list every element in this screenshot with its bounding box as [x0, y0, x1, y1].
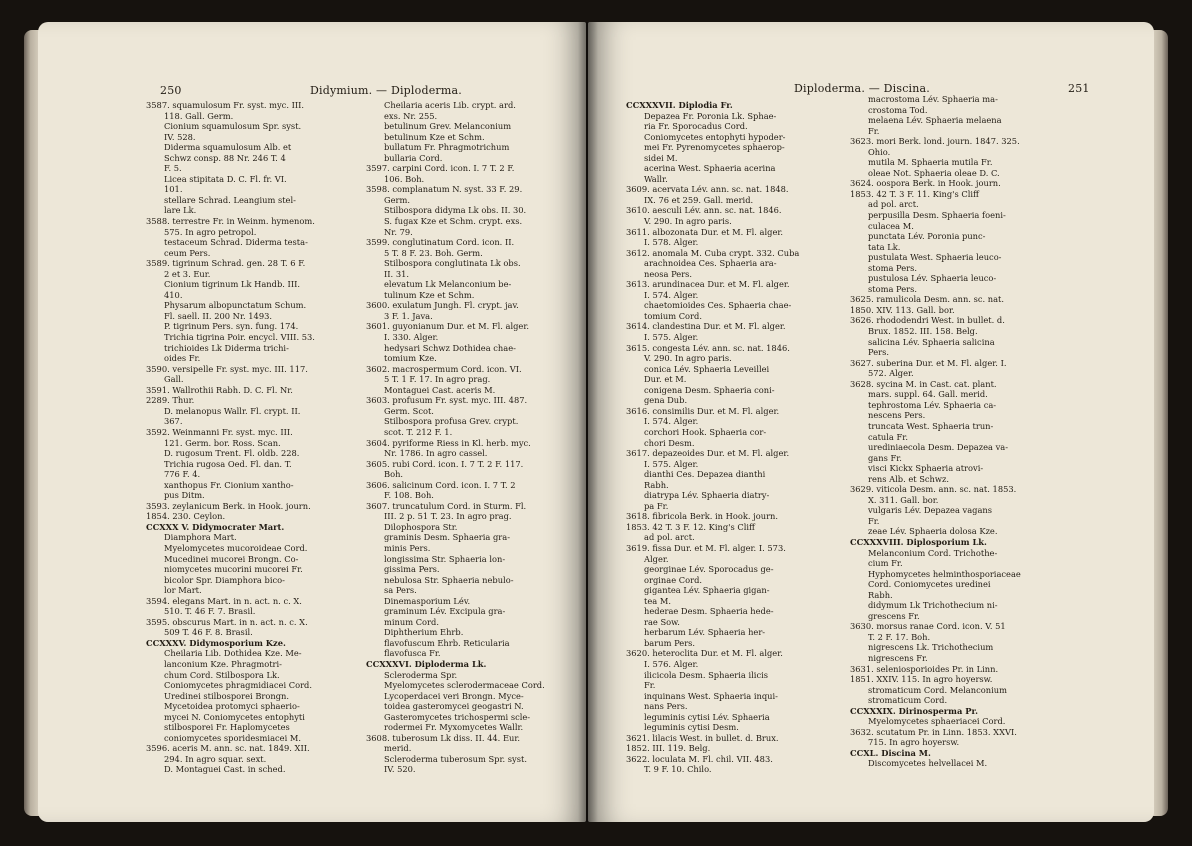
text-line: Scleroderma Spr. [384, 669, 458, 680]
text-line: Lycoperdacei veri Brongn. Myce- [384, 690, 524, 701]
text-line: 3625. ramulicola Desm. ann. sc. nat. [850, 294, 1005, 305]
text-line: gena Dub. [644, 395, 688, 406]
text-line: Coniomycetes phragmidiacei Cord. [164, 680, 313, 691]
text-line: 3631. seleniosporioides Pr. in Linn. [850, 663, 999, 674]
text-line: 1850. XIV. 113. Gall. bor. [850, 304, 955, 315]
text-line: pa Fr. [644, 500, 669, 511]
text-line: CCXXXVI. Diploderma Lk. [366, 658, 487, 669]
text-line: 3608. tuberosum Lk diss. II. 44. Eur. [366, 732, 521, 743]
left-page [38, 22, 586, 822]
text-line: 1854. 230. Ceylon. [146, 511, 226, 522]
text-line: catula Fr. [868, 431, 908, 442]
text-line: grescens Fr. [868, 610, 920, 621]
text-line: 3598. complanatum N. syst. 33 F. 29. [366, 184, 523, 195]
text-line: 3602. macrospermum Cord. icon. VI. [366, 363, 522, 374]
text-line: 3621. lilacis West. in bullet. d. Brux. [626, 732, 779, 743]
text-line: perpusilla Desm. Sphaeria foeni- [868, 210, 1006, 221]
text-line: Licea stipitata D. C. Fl. fr. VI. [164, 173, 287, 184]
text-line: 572. Alger. [868, 368, 914, 379]
text-line: Dur. et M. [644, 374, 687, 385]
text-line: Myelomycetes sclerodermaceae Cord. [384, 680, 545, 691]
text-line: 3612. anomala M. Cuba crypt. 332. Cuba [626, 247, 800, 258]
text-line: tea M. [644, 595, 671, 606]
text-line: F. 5. [164, 163, 182, 174]
text-line: mei Fr. Pyrenomycetes sphaerop- [644, 142, 785, 153]
text-line: 5 T. 8 F. 23. Boh. Germ. [384, 247, 483, 258]
text-line: mycei N. Coniomycetes entophyti [164, 711, 305, 722]
text-line: Cionium tigrinum Lk Handb. III. [164, 279, 301, 290]
text-line: Stilbospora profusa Grev. crypt. [384, 416, 519, 427]
text-line: tephrostoma Lév. Sphaeria ca- [868, 399, 997, 410]
text-line: ad pol. arct. [868, 199, 919, 210]
text-line: oleae Not. Sphaeria oleae D. C. [868, 167, 1000, 178]
text-line: tomium Kze. [384, 353, 437, 364]
text-line: 3592. Weinmanni Fr. syst. myc. III. [146, 426, 293, 437]
text-line: Wallr. [644, 173, 668, 184]
text-line: I. 575. Alger. [644, 458, 699, 469]
text-line: stilbosporei Fr. Haplomycetes [164, 722, 290, 733]
text-line: exs. Nr. 255. [384, 110, 438, 121]
text-line: 575. In agro petropol. [164, 226, 257, 237]
text-line: gigantea Lév. Sphaeria gigan- [644, 585, 770, 596]
text-line: 715. In agro hoyersw. [868, 737, 960, 748]
text-line: Coniomycetes entophyti hypoder- [644, 131, 786, 142]
text-line: 3 F. 1. Java. [384, 310, 433, 321]
text-line: zeae Lév. Sphaeria dolosa Kze. [868, 526, 998, 537]
text-line: arachnoidea Ces. Sphaeria ara- [644, 258, 777, 269]
text-line: Nr. 1786. In agro cassel. [384, 448, 488, 459]
text-line: georginae Lév. Sporocadus ge- [644, 564, 774, 575]
text-line: punctata Lév. Poronia punc- [868, 231, 986, 242]
text-line: Germ. [384, 194, 411, 205]
text-line: 3611. albozonata Dur. et M. Fl. alger. [626, 226, 784, 237]
text-line: oides Fr. [164, 353, 201, 364]
text-line: niomycetes mucorini mucorei Fr. [164, 564, 303, 575]
text-line: Boh. [384, 469, 404, 480]
text-line: Mucedinei mucorei Brongn. Co- [164, 553, 299, 564]
text-line: 294. In agro squar. sext. [164, 753, 267, 764]
text-line: Germ. Scot. [384, 405, 434, 416]
text-line: melaena Lév. Sphaeria melaena [868, 115, 1002, 126]
text-line: nigrescens Lk. Trichothecium [868, 642, 994, 653]
text-line: chum Cord. Stilbospora Lk. [164, 669, 280, 680]
text-line: 5 T. 1 F. 17. In agro prag. [384, 374, 491, 385]
text-line: Nr. 79. [384, 226, 413, 237]
text-line: 3627. suberina Dur. et M. Fl. alger. I. [850, 357, 1007, 368]
text-line: 3620. heteroclita Dur. et M. Fl. alger. [626, 648, 783, 659]
text-line: Stilbospora didyma Lk obs. II. 30. [384, 205, 527, 216]
right-running-head: Diploderma. — Discina. [794, 82, 931, 95]
text-line: sidei M. [644, 152, 678, 163]
text-line: Rabh. [644, 479, 669, 490]
text-line: Stilbospora conglutinata Lk obs. [384, 258, 521, 269]
text-line: elevatum Lk Melanconium be- [384, 279, 512, 290]
text-line: diatrypa Lév. Sphaeria diatry- [644, 490, 770, 501]
text-line: Hyphomycetes helminthosporiaceae [868, 568, 1021, 579]
text-line: mutila M. Sphaeria mutila Fr. [868, 157, 993, 168]
text-line: 3623. mori Berk. lond. journ. 1847. 325. [850, 136, 1020, 147]
text-line: Cheilaria Lib. Dothidea Kze. Me- [164, 648, 302, 659]
text-line: CCXXXVIII. Diplosporium Lk. [850, 536, 987, 547]
text-line: 3630. morsus ranae Cord. icon. V. 51 [850, 621, 1006, 632]
right-column-1 [626, 100, 799, 775]
text-line: 3626. rhododendri West. in bullet. d. [850, 315, 1005, 326]
text-line: nebulosa Str. Sphaeria nebulo- [384, 574, 514, 585]
text-line: flavofusca Fr. [384, 648, 441, 659]
text-line: conigena Desm. Sphaeria coni- [644, 384, 775, 395]
text-line: 3622. loculata M. Fl. chil. VII. 483. [626, 753, 773, 764]
text-line: 3607. truncatulum Cord. in Sturm. Fl. [366, 500, 527, 511]
text-line: I. 576. Alger. [644, 658, 699, 669]
book-gutter [578, 22, 598, 822]
text-line: betulinum Grev. Melanconium [384, 121, 512, 132]
text-line: 2289. Thur. [146, 395, 195, 406]
text-line: 1853. 42 T. 3 F. 11. King's Cliff [850, 188, 979, 199]
text-line: Fr. [644, 680, 656, 691]
text-line: 3610. aesculi Lév. ann. sc. nat. 1846. [626, 205, 782, 216]
text-line: scot. T. 212 F. 1. [384, 426, 453, 437]
left-column-2 [366, 100, 545, 775]
text-line: I. 575. Alger. [644, 332, 699, 343]
text-line: graminum Lév. Excipula gra- [384, 606, 506, 617]
text-line: 3619. fissa Dur. et M. Fl. alger. I. 573. [626, 542, 786, 553]
text-line: Ohio. [868, 146, 891, 157]
text-line: I. 574. Alger. [644, 289, 699, 300]
text-line: IV. 520. [384, 764, 416, 775]
text-line: minis Pers. [384, 542, 431, 553]
text-line: 3596. aceris M. ann. sc. nat. 1849. XII. [146, 743, 310, 754]
text-line: 3603. profusum Fr. syst. myc. III. 487. [366, 395, 528, 406]
text-line: Brux. 1852. III. 158. Belg. [868, 326, 978, 337]
text-line: 121. Germ. bor. Ross. Scan. [164, 437, 281, 448]
text-line: 118. Gall. Germ. [164, 110, 234, 121]
text-line: trichioides Lk Diderma trichi- [164, 342, 289, 353]
text-line: corchori Hook. Sphaeria cor- [644, 426, 767, 437]
text-line: Rabh. [868, 589, 893, 600]
text-line: 101. [164, 184, 183, 195]
text-line: Scleroderma tuberosum Spr. syst. [384, 753, 527, 764]
text-line: merid. [384, 743, 412, 754]
text-line: 3590. versipelle Fr. syst. myc. III. 117. [146, 363, 308, 374]
text-line: 3617. depazeoides Dur. et M. Fl. alger. [626, 448, 790, 459]
text-line: Melanconium Cord. Trichothe- [868, 547, 998, 558]
text-line: 3609. acervata Lév. ann. sc. nat. 1848. [626, 184, 789, 195]
left-page-number: 250 [160, 84, 182, 97]
text-line: Cord. Coniomycetes uredinei [868, 579, 991, 590]
text-line: Alger. [644, 553, 669, 564]
text-line: 3624. oospora Berk. in Hook. journ. [850, 178, 1001, 189]
text-line: urediniaecola Desm. Depazea va- [868, 442, 1009, 453]
text-line: gans Fr. [868, 452, 902, 463]
text-line: flavofuscum Ehrb. Reticularia [384, 637, 510, 648]
text-line: neosa Pers. [644, 268, 693, 279]
text-line: 3604. pyriforme Riess in Kl. herb. myc. [366, 437, 531, 448]
text-line: 3594. elegans Mart. in n. act. n. c. X. [146, 595, 302, 606]
text-line: 3587. squamulosum Fr. syst. myc. III. [146, 100, 305, 110]
text-line: 367. [164, 416, 183, 427]
text-line: T. 2 F. 17. Boh. [868, 631, 931, 642]
text-line: I. 330. Alger. [384, 332, 439, 343]
text-line: chaetomioides Ces. Sphaeria chae- [644, 300, 792, 311]
text-line: Diderma squamulosum Alb. et [164, 142, 292, 153]
text-line: bicolor Spr. Diamphora bico- [164, 574, 285, 585]
text-line: rodermei Fr. Myxomycetes Wallr. [384, 722, 524, 733]
text-line: 3595. obscurus Mart. in n. act. n. c. X. [146, 616, 308, 627]
text-line: stellare Schrad. Leangium stel- [164, 194, 296, 205]
text-line: D. rugosum Trent. Fl. oldb. 228. [164, 448, 300, 459]
text-line: culacea M. [868, 220, 914, 231]
text-line: macrostoma Lév. Sphaeria ma- [868, 94, 998, 104]
text-line: S. fugax Kze et Schm. crypt. exs. [384, 216, 523, 227]
text-line: orginae Cord. [644, 574, 703, 585]
text-line: xanthopus Fr. Cionium xantho- [164, 479, 294, 490]
text-line: Trichia tigrina Poir. encycl. VIII. 53. [164, 332, 315, 343]
text-line: conica Lév. Sphaeria Leveillei [644, 363, 770, 374]
text-line: stromaticum Cord. [868, 695, 948, 706]
text-line: bullaria Cord. [384, 152, 443, 163]
text-line: 3606. salicinum Cord. icon. I. 7 T. 2 [366, 479, 516, 490]
text-line: crostoma Tod. [868, 104, 928, 115]
text-line: 3618. fibricola Berk. in Hook. journ. [626, 511, 779, 522]
text-line: Cionium squamulosum Spr. syst. [164, 121, 302, 132]
text-line: 509 T. 46 F. 8. Brasil. [164, 627, 253, 638]
text-line: nans Pers. [644, 701, 688, 712]
text-line: 1852. III. 119. Belg. [626, 743, 711, 754]
text-line: rens Alb. et Schwz. [868, 473, 950, 484]
text-line: tata Lk. [868, 241, 901, 252]
text-line: nescens Pers. [868, 410, 926, 421]
text-line: chori Desm. [644, 437, 695, 448]
text-line: ceum Pers. [164, 247, 211, 258]
text-line: Fl. saell. II. 200 Nr. 1493. [164, 310, 273, 321]
text-line: 3591. Wallrothii Rabh. D. C. Fl. Nr. [146, 384, 293, 395]
text-line: Physarum albopunctatum Schum. [164, 300, 307, 311]
text-line: 3600. exulatum Jungh. Fl. crypt. jav. [366, 300, 519, 311]
text-line: Mycetoidea protomyci sphaerio- [164, 701, 300, 712]
text-line: sa Pers. [384, 585, 417, 596]
text-line: cium Fr. [868, 558, 903, 569]
text-line: 106. Boh. [384, 173, 425, 184]
text-line: Discomycetes helvellacei M. [868, 758, 988, 769]
text-line: Cheilaria aceris Lib. crypt. ard. [384, 100, 516, 110]
text-line: inquinans West. Sphaeria inqui- [644, 690, 778, 701]
text-line: CCXXXVII. Diplodia Fr. [626, 100, 733, 110]
text-line: D. Montaguei Cast. in sched. [164, 764, 286, 775]
text-line: 3628. sycina M. in Cast. cat. plant. [850, 378, 997, 389]
text-line: IV. 528. [164, 131, 196, 142]
text-line: 3589. tigrinum Schrad. gen. 28 T. 6 F. [146, 258, 306, 269]
text-line: 3605. rubi Cord. icon. I. 7 T. 2 F. 117. [366, 458, 524, 469]
text-line: 3593. zeylanicum Berk. in Hook. journ. [146, 500, 311, 511]
text-line: lor Mart. [164, 585, 202, 596]
right-page-number: 251 [1068, 82, 1090, 95]
text-line: Diamphora Mart. [164, 532, 237, 543]
text-line: F. 108. Boh. [384, 490, 434, 501]
text-line: Fr. [868, 125, 880, 136]
text-line: 1851. XXIV. 115. In agro hoyersw. [850, 674, 993, 685]
text-line: 776 F. 4. [164, 469, 201, 480]
text-line: 3613. arundinacea Dur. et M. Fl. alger. [626, 279, 790, 290]
text-line: Dilophospora Str. [384, 521, 458, 532]
text-line: vulgaris Lév. Depazea vagans [868, 505, 993, 516]
text-line: rae Sow. [644, 616, 680, 627]
right-page-edge [1152, 30, 1168, 816]
text-line: CCXXXV. Didymosporium Kze. [146, 637, 286, 648]
text-line: salicina Lév. Sphaeria salicina [868, 336, 995, 347]
right-page [588, 22, 1154, 822]
left-column-1 [146, 100, 315, 775]
text-line: Schwz consp. 88 Nr. 246 T. 4 [164, 152, 286, 163]
text-line: D. melanopus Wallr. Fl. crypt. II. [164, 405, 301, 416]
text-line: 3629. viticola Desm. ann. sc. nat. 1853. [850, 484, 1017, 495]
text-line: hederae Desm. Sphaeria hede- [644, 606, 774, 617]
text-line: 1853. 42 T. 3 F. 12. King's Cliff [626, 521, 755, 532]
text-line: Myelomycetes sphaeriacei Cord. [868, 716, 1006, 727]
text-line: 3601. guyonianum Dur. et M. Fl. alger. [366, 321, 530, 332]
text-line: didymum Lk Trichothecium ni- [868, 600, 998, 611]
text-line: truncata West. Sphaeria trun- [868, 420, 994, 431]
text-line: stoma Pers. [868, 283, 918, 294]
text-line: Diphtherium Ehrb. [384, 627, 464, 638]
text-line: ilicicola Desm. Sphaeria ilicis [644, 669, 769, 680]
text-line: Gasteromycetes trichospermi scle- [384, 711, 531, 722]
text-line: barum Pers. [644, 637, 696, 648]
text-line: gissima Pers. [384, 564, 440, 575]
text-line: V. 290. In agro paris. [644, 353, 732, 364]
text-line: testaceum Schrad. Diderma testa- [164, 237, 308, 248]
left-running-head: Didymium. — Diploderma. [310, 84, 462, 97]
text-line: lare Lk. [164, 205, 197, 216]
text-line: IX. 76 et 259. Gall. merid. [644, 194, 754, 205]
text-line: tomium Cord. [644, 310, 702, 321]
text-line: 3588. terrestre Fr. in Weinm. hymenom. [146, 216, 315, 227]
text-line: stromaticum Cord. Melanconium [868, 684, 1007, 695]
text-line: Fr. [868, 515, 880, 526]
text-line: X. 311. Gall. bor. [868, 494, 939, 505]
text-line: ria Fr. Sporocadus Cord. [644, 121, 748, 132]
text-line: acerina West. Sphaeria acerina [644, 163, 776, 174]
text-line: mars. suppl. 64. Gall. merid. [868, 389, 988, 400]
text-line: Trichia rugosa Oed. Fl. dan. T. [164, 458, 292, 469]
text-line: I. 578. Alger. [644, 237, 699, 248]
text-line: Depazea Fr. Poronia Lk. Sphae- [644, 110, 777, 121]
text-line: P. tigrinum Pers. syn. fung. 174. [164, 321, 299, 332]
text-line: pustulata West. Sphaeria leuco- [868, 252, 1002, 263]
text-line: lanconium Kze. Phragmotri- [164, 658, 282, 669]
text-line: tulinum Kze et Schm. [384, 289, 475, 300]
text-line: I. 574. Alger. [644, 416, 699, 427]
text-line: 3632. scutatum Pr. in Linn. 1853. XXVI. [850, 726, 1017, 737]
text-line: leguminis cytisi Lév. Sphaeria [644, 711, 770, 722]
text-line: visci Kickx Sphaeria atrovi- [868, 463, 984, 474]
right-column-2 [850, 94, 1021, 769]
text-line: hedysari Schwz Dothidea chae- [384, 342, 516, 353]
text-line: Dinemasporium Lév. [384, 595, 471, 606]
text-line: leguminis cytisi Desm. [644, 722, 739, 733]
text-line: pustulosa Lév. Sphaeria leuco- [868, 273, 997, 284]
text-line: 3615. congesta Lév. ann. sc. nat. 1846. [626, 342, 790, 353]
text-line: stoma Pers. [868, 262, 918, 273]
text-line: 3599. conglutinatum Cord. icon. II. [366, 237, 515, 248]
text-line: 510. T. 46 F. 7. Brasil. [164, 606, 256, 617]
text-line: pus Ditm. [164, 490, 205, 501]
text-line: Myelomycetes mucoroideae Cord. [164, 542, 308, 553]
text-line: 410. [164, 289, 183, 300]
text-line: toidea gasteromycei geogastri N. [384, 701, 524, 712]
text-line: graminis Desm. Sphaeria gra- [384, 532, 511, 543]
text-line: III. 2 p. 51 T. 23. In agro prag. [384, 511, 512, 522]
text-line: V. 290. In agro paris. [644, 216, 732, 227]
text-line: 3614. clandestina Dur. et M. Fl. alger. [626, 321, 786, 332]
text-line: nigrescens Fr. [868, 652, 928, 663]
text-line: Pers. [868, 347, 889, 358]
text-line: Gall. [164, 374, 184, 385]
text-line: dianthi Ces. Depazea dianthi [644, 469, 766, 480]
text-line: Montaguei Cast. aceris M. [384, 384, 496, 395]
text-line: T. 9 F. 10. Chilo. [644, 764, 712, 775]
text-line: CCXXXIX. Dirinosperma Pr. [850, 705, 978, 716]
text-line: 3616. consimilis Dur. et M. Fl. alger. [626, 405, 780, 416]
text-line: CCXL. Discina M. [850, 747, 931, 758]
text-line: CCXXX V. Didymocrater Mart. [146, 521, 285, 532]
text-line: herbarum Lév. Sphaeria her- [644, 627, 766, 638]
text-line: ad pol. arct. [644, 532, 695, 543]
text-line: coniomycetes sporidesmiacei M. [164, 732, 301, 743]
text-line: 3597. carpini Cord. icon. I. 7 T. 2 F. [366, 163, 515, 174]
text-line: bullatum Fr. Phragmotrichum [384, 142, 510, 153]
text-line: betulinum Kze et Schm. [384, 131, 485, 142]
text-line: minum Cord. [384, 616, 439, 627]
text-line: II. 31. [384, 268, 410, 279]
text-line: 2 et 3. Eur. [164, 268, 211, 279]
text-line: Uredinei stilbosporei Brongn. [164, 690, 290, 701]
text-line: longissima Str. Sphaeria lon- [384, 553, 506, 564]
